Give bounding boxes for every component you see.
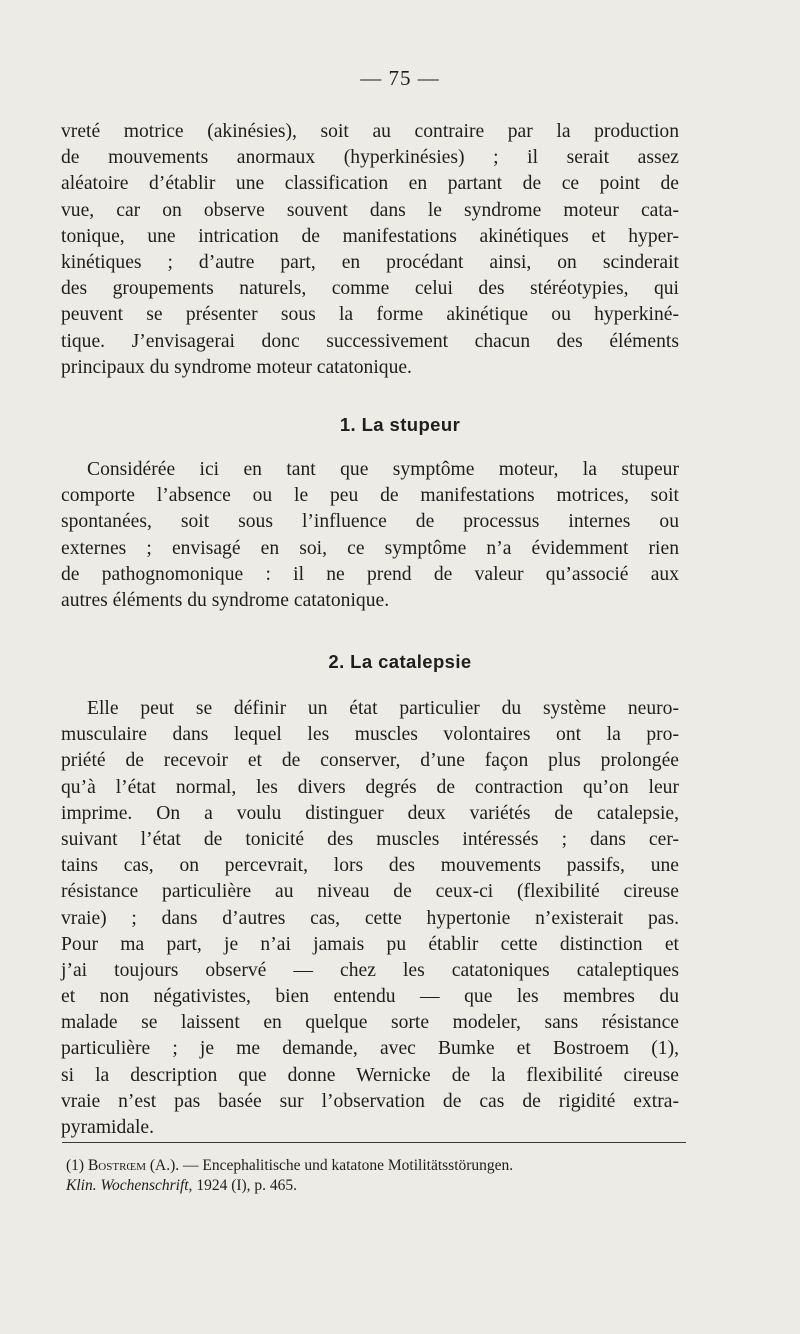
section-heading-catalepsie: 2. La catalepsie	[328, 651, 472, 672]
text-line: Considérée ici en tant que symptôme moteur, la stupeur	[87, 459, 679, 480]
text-line: imprime. On a voulu distinguer deux variétés de catalepsie,	[61, 802, 679, 824]
text-line: priété de recevoir et de conserver, d’une façon plus prolongée	[61, 750, 679, 772]
paragraph-stupeur	[61, 457, 679, 614]
paragraph-catalepsie	[61, 696, 679, 1141]
footnote	[66, 1156, 696, 1196]
paragraph-continuation	[61, 119, 679, 381]
text-line: tains cas, on percevrait, lors des mouvements passifs, une	[61, 855, 679, 877]
text-line: particulière ; je me demande, avec Bumke et Bostroem (1),	[61, 1038, 679, 1060]
text-line: comporte l’absence ou le peu de manifestations motrices, soit	[61, 485, 679, 507]
footnote-citation: 1924 (I), p. 465.	[192, 1177, 298, 1194]
text-line: Elle peut se définir un état particulier du système neuro-	[87, 698, 679, 719]
text-line: et non négativistes, bien entendu — que les membres du	[61, 986, 679, 1008]
text-line: de mouvements anormaux (hyperkinésies) ; il serait assez	[61, 147, 679, 169]
text-line: j’ai toujours observé — chez les catatoniques cataleptiques	[61, 959, 679, 981]
text-line: musculaire dans lequel les muscles volontaires ont la pro-	[61, 724, 679, 746]
text-line: spontanées, soit sous l’influence de processus internes ou	[61, 511, 679, 533]
footnote-line-2	[66, 1176, 696, 1196]
text-line: autres éléments du syndrome catatonique.	[61, 589, 390, 611]
text-line: principaux du syndrome moteur catatonique.	[61, 356, 412, 378]
text-line: externes ; envisagé en soi, ce symptôme n’a évidemment rien	[61, 537, 679, 559]
footnote-separator	[62, 1142, 686, 1143]
text-line: résistance particulière au niveau de ceux-ci (flexibilité cireuse	[61, 881, 679, 903]
text-line: pyramidale.	[61, 1117, 155, 1138]
text-line: kinétiques ; d’autre part, en procédant ainsi, on scinderait	[61, 251, 679, 273]
text-line: vraie n’est pas basée sur l’observation de cas de rigidité extra-	[61, 1090, 679, 1112]
text-line: vraie) ; dans d’autres cas, cette hypertonie n’existerait pas.	[61, 907, 679, 929]
page-number: — 75 —	[360, 66, 440, 90]
text-line: vreté motrice (akinésies), soit au contraire par la production	[61, 121, 679, 142]
text-line: si la description que donne Wernicke de la flexibilité cireuse	[61, 1064, 679, 1086]
section-heading-stupeur: 1. La stupeur	[339, 414, 461, 435]
text-line: tonique, une intrication de manifestations akinétiques et hyper-	[61, 225, 679, 247]
footnote-journal: Klin. Wochenschrift,	[66, 1177, 193, 1194]
footnote-line-1	[66, 1156, 696, 1176]
text-line: vue, car on observe souvent dans le syndrome moteur cata-	[61, 199, 679, 221]
text-line: malade se laissent en quelque sorte modeler, sans résistance	[61, 1012, 679, 1034]
text-line: des groupements naturels, comme celui des stéréotypies, qui	[61, 278, 679, 300]
text-line: qu’à l’état normal, les divers degrés de contraction qu’on leur	[61, 776, 679, 798]
text-line: peuvent se présenter sous la forme akinétique ou hyperkiné-	[61, 304, 679, 326]
footnote-marker: (1)	[66, 1157, 85, 1174]
text-line: de pathognomonique : il ne prend de valeur qu’associé aux	[61, 563, 679, 585]
footnote-title: (A.). — Encephalitische und katatone Motilitätsstörungen.	[145, 1157, 514, 1174]
text-line: Pour ma part, je n’ai jamais pu établir cette distinction et	[61, 933, 679, 955]
text-line: aléatoire d’établir une classification en partant de ce point de	[61, 173, 679, 195]
text-line: tique. J’envisagerai donc successivement chacun des éléments	[61, 330, 679, 352]
text-line: suivant l’état de tonicité des muscles intéressés ; dans cer-	[61, 828, 679, 850]
footnote-author: Bostrœm	[87, 1157, 146, 1174]
